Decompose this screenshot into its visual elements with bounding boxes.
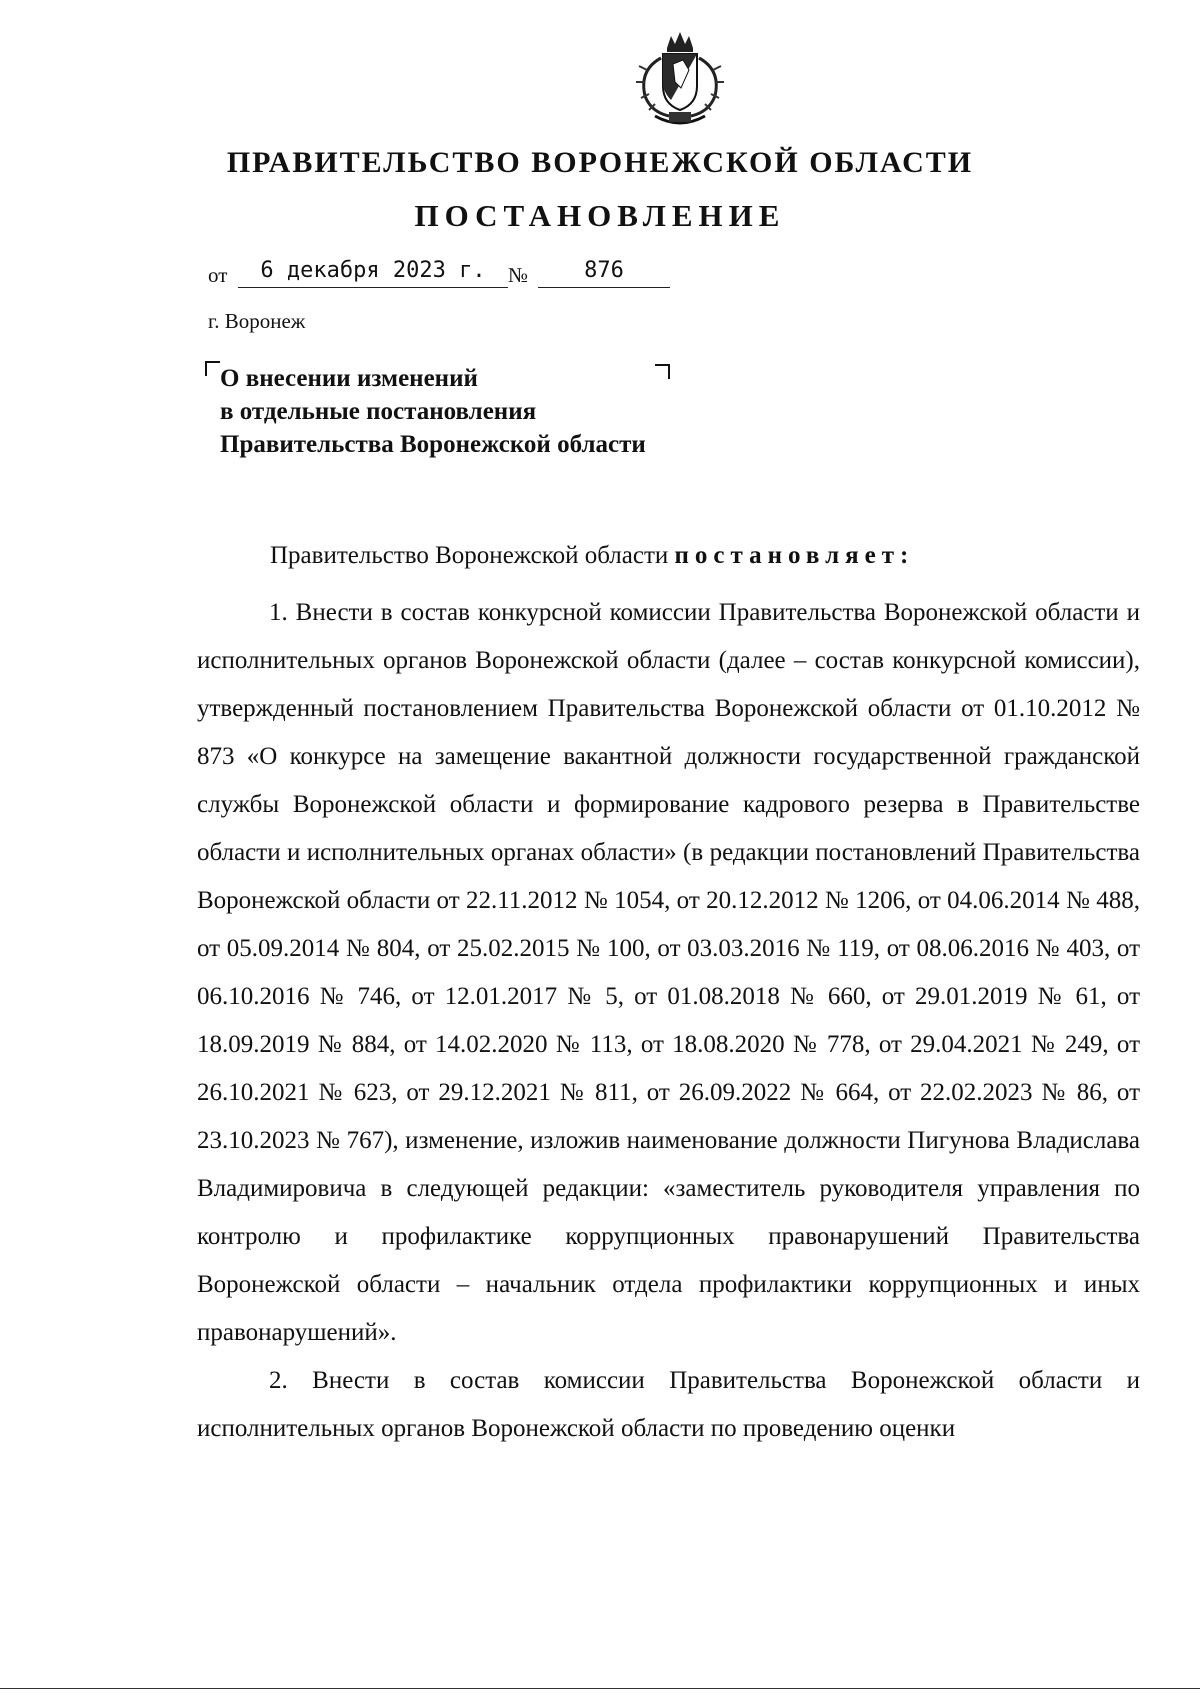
preamble <box>270 542 914 570</box>
city-label: г. Воронеж <box>208 309 306 333</box>
document-subject <box>220 362 646 461</box>
document-body <box>197 589 1140 1453</box>
document-date: 6 декабря 2023 г. <box>238 257 508 288</box>
page-bottom-rule <box>0 1688 1200 1689</box>
subject-line: в отдельные постановления <box>220 398 537 425</box>
date-prefix: от <box>208 263 228 287</box>
subject-bracket-right <box>655 364 670 379</box>
coat-of-arms-emblem <box>625 30 735 132</box>
body-paragraph-2: 2. Внести в состав комиссии Правительства Воронежской области и исполнительных органов Воронежской области по проведению оценки <box>197 1367 1140 1442</box>
document-type-title: ПОСТАНОВЛЕНИЕ <box>414 198 786 233</box>
preamble-text: Правительство Воронежской области <box>270 542 675 569</box>
body-paragraph-1: 1. Внести в состав конкурсной комиссии Правительства Воронежской области и исполнительных органов Воронежской области (далее – состав конкурсной комиссии), утвержденный постановлением Правительства Воронежской области от 01.10.2012 № 873 «О конкурсе на замещение вакантной должности государственной гражданской службы Воронежской области и формирование кадрового резерва в Правительстве области и исполнительных органах области» (в редакции постановлений Правительства Воронежской области от 22.11.2012 № 1054, от 20.12.2012 № 1206, от 04.06.2014 № 488, от 05.09.2014 № 804, от 25.02.2015 № 100, от 03.03.2016 № 119, от 08.06.2016 № 403, от 06.10.2016 № 746, от 12.01.2017 № 5, от 01.08.2018 № 660, от 29.01.2019 № 61, от 18.09.2019 № 884, от 14.02.2020 № 113, от 18.08.2020 № 778, от 29.04.2021 № 249, от 26.10.2021 № 623, от 29.12.2021 № 811, от 26.09.2022 № 664, от 22.02.2023 № 86, от 23.10.2023 № 767), изменение, изложив наименование должности Пигунова Владислава Владимировича в следующей редакции: «заместитель руководителя управления по контролю и профилактике коррупционных правонарушений Правительства Воронежской области – начальник отдела профилактики коррупционных и иных правонарушений». <box>197 599 1140 1346</box>
date-number-line <box>208 258 668 292</box>
preamble-decree-word: постановляет: <box>674 542 915 569</box>
number-prefix: № <box>508 263 529 287</box>
subject-line: Правительства Воронежской области <box>220 431 646 458</box>
document-number: 876 <box>538 257 670 288</box>
subject-line: О внесении изменений <box>220 365 478 392</box>
organization-title: ПРАВИТЕЛЬСТВО ВОРОНЕЖСКОЙ ОБЛАСТИ <box>226 146 974 179</box>
subject-bracket-left <box>205 361 220 376</box>
